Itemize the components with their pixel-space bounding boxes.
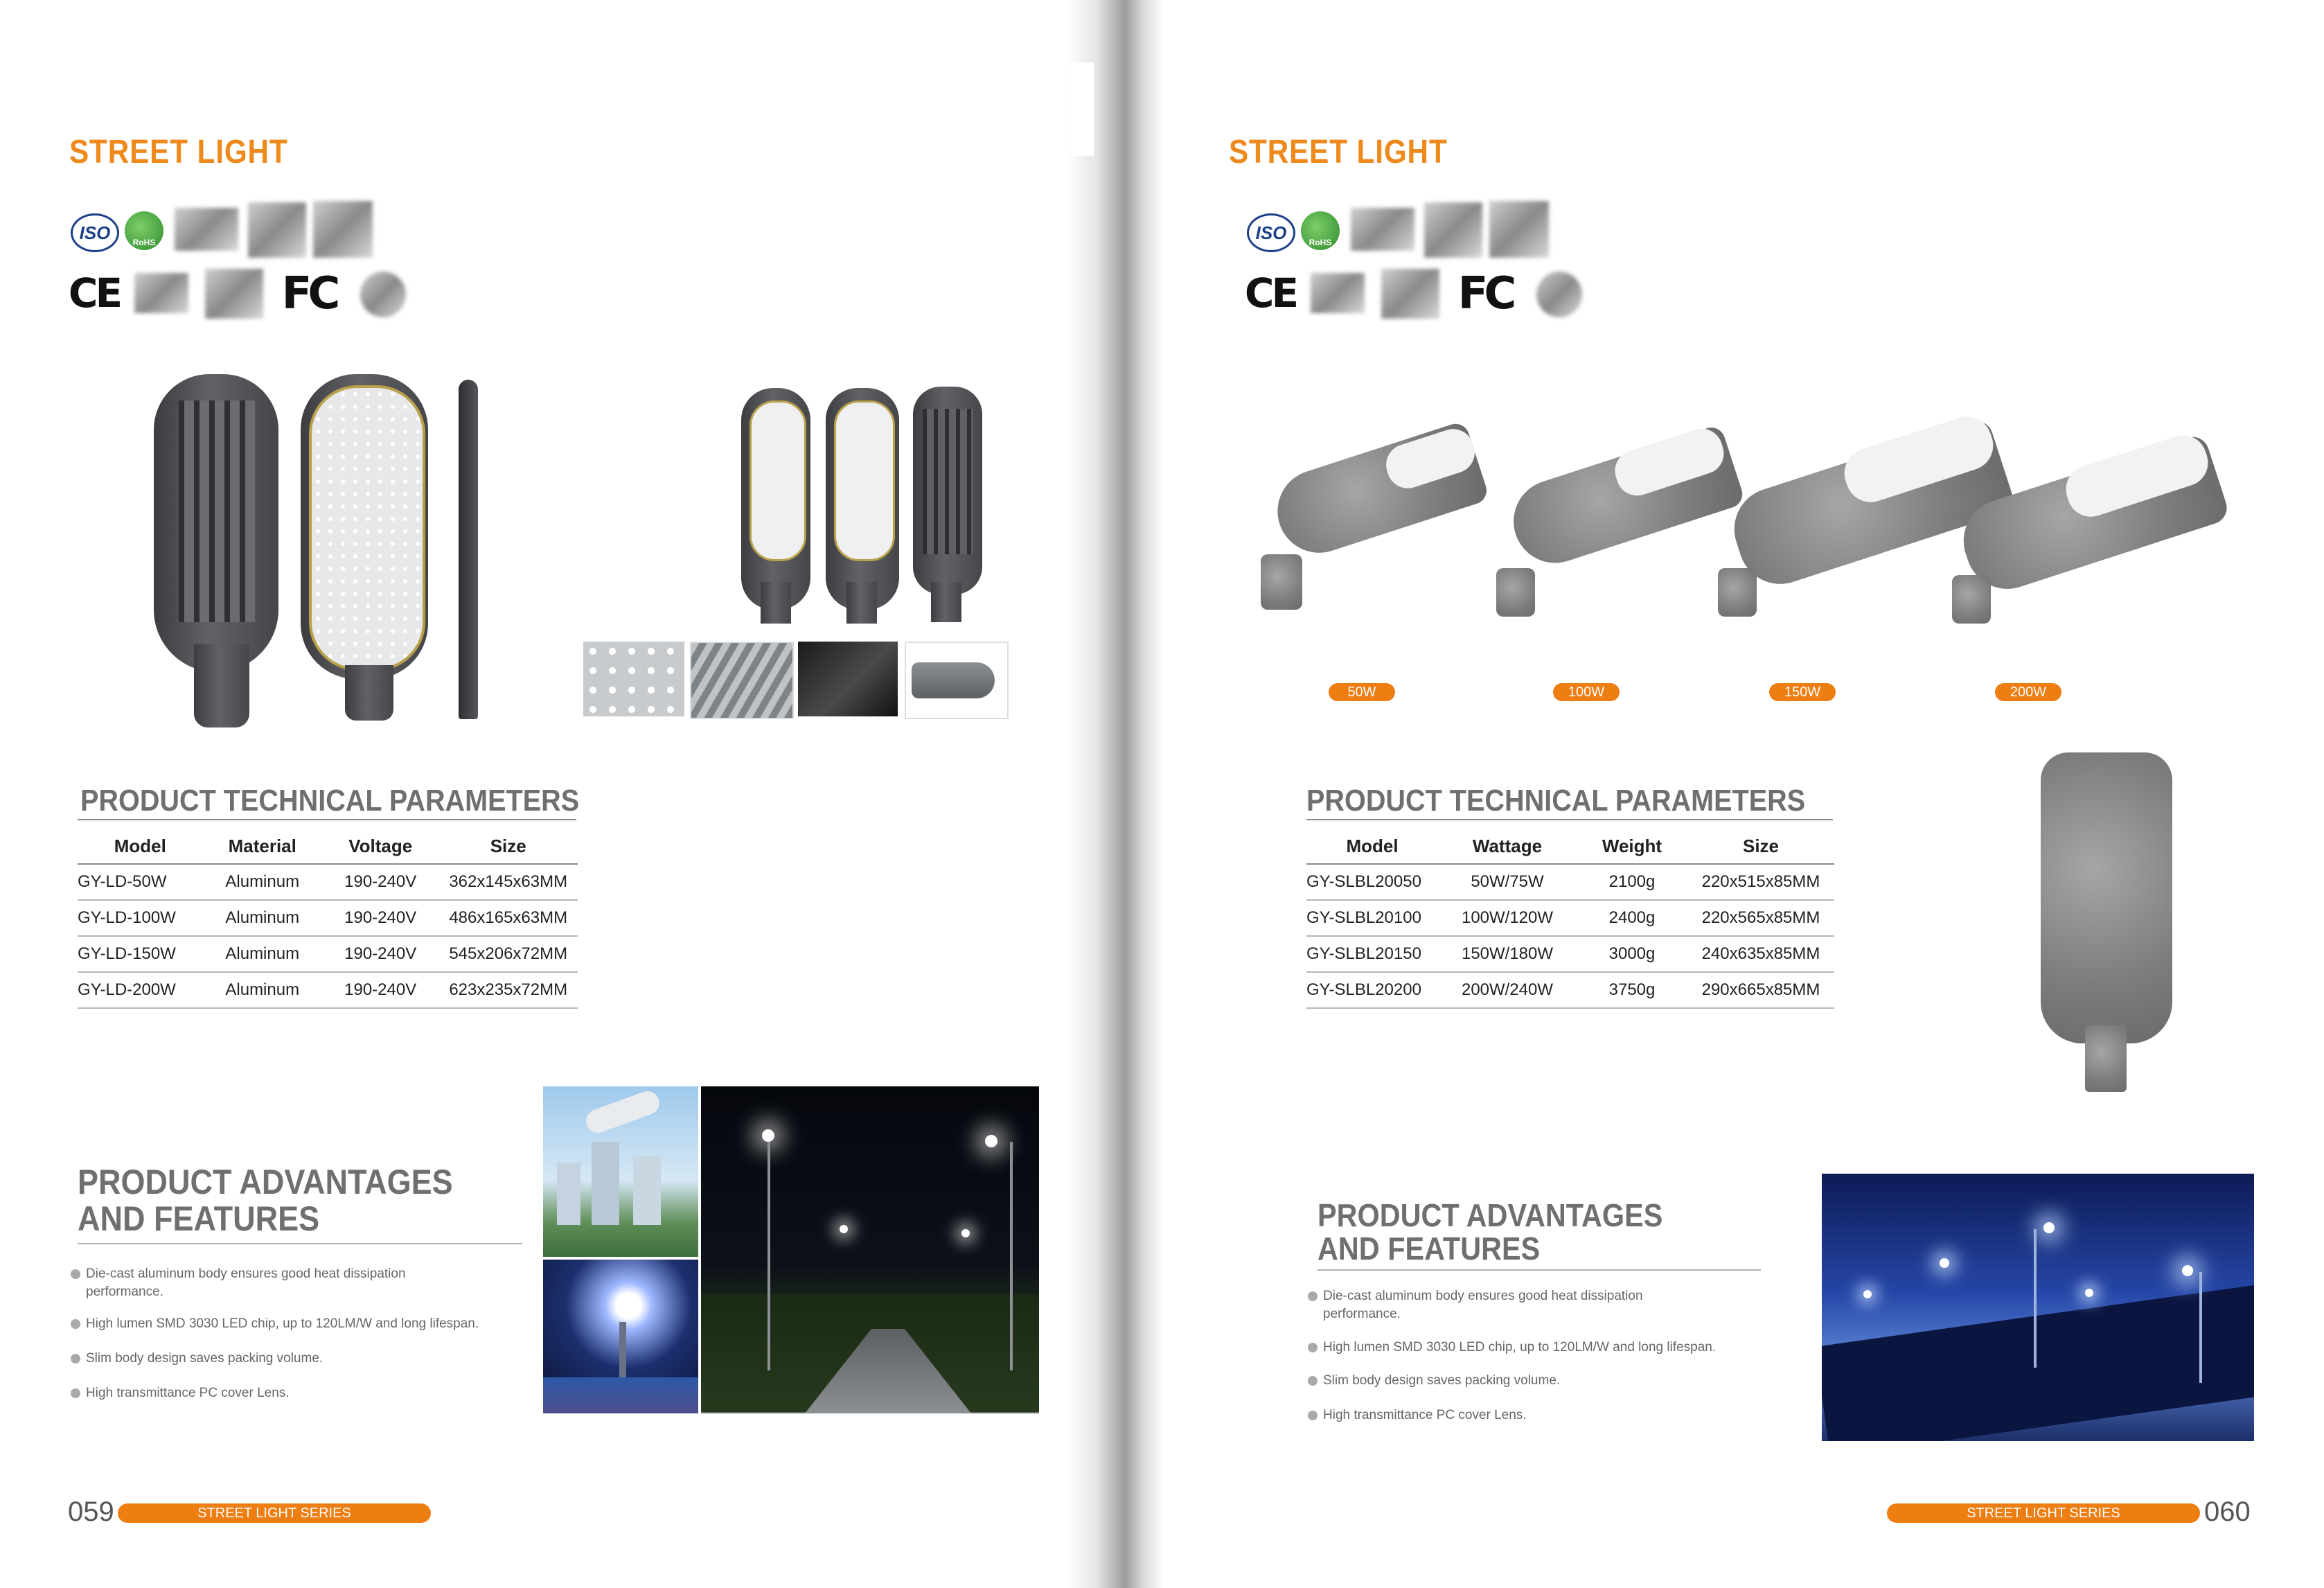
table-cell: 190-240V bbox=[322, 936, 438, 972]
wattage-badge: 100W bbox=[1553, 683, 1620, 701]
iso-cert-icon: ISO bbox=[71, 213, 119, 252]
table-header-cell: Model bbox=[78, 829, 203, 864]
blurred-cert-icon bbox=[1381, 269, 1439, 319]
table-cell: 486x165x63MM bbox=[438, 900, 578, 936]
table-cell: 190-240V bbox=[322, 864, 438, 900]
table-cell: GY-LD-50W bbox=[78, 864, 203, 900]
table-cell: 190-240V bbox=[322, 900, 438, 936]
table-cell: Aluminum bbox=[203, 900, 322, 936]
table-cell: 240x635x85MM bbox=[1687, 936, 1834, 972]
blurred-cert-icon bbox=[1424, 202, 1482, 258]
table-cell: 100W/120W bbox=[1438, 900, 1577, 936]
feature-item bbox=[71, 1265, 459, 1301]
table-cell: Aluminum bbox=[203, 936, 322, 972]
table-row bbox=[1306, 900, 1834, 936]
rohs-cert-icon: RoHS bbox=[1301, 211, 1340, 250]
feature-text: High transmittance PC cover Lens. bbox=[86, 1386, 290, 1400]
feature-text: Die-cast aluminum body ensures good heat dissipation performance. bbox=[1323, 1289, 1643, 1321]
feature-item bbox=[1308, 1339, 1793, 1357]
wattage-badge: 50W bbox=[1329, 683, 1395, 701]
table-row bbox=[1306, 936, 1834, 972]
book-spine bbox=[1067, 0, 1164, 1588]
table-cell: GY-SLBL20100 bbox=[1306, 900, 1438, 936]
table-row bbox=[78, 936, 578, 972]
table-row bbox=[78, 864, 578, 900]
left-page bbox=[0, 0, 1081, 1588]
feature-item bbox=[1308, 1372, 1793, 1390]
blurred-cert-icon bbox=[175, 208, 238, 251]
table-cell: GY-SLBL20200 bbox=[1306, 972, 1438, 1008]
table-cell: 190-240V bbox=[322, 972, 438, 1008]
ce-cert-icon: CE bbox=[1244, 270, 1297, 317]
page-title: STREET LIGHT bbox=[1229, 134, 1448, 170]
footer-series-label: STREET LIGHT SERIES bbox=[118, 1503, 431, 1523]
feature-item bbox=[71, 1315, 556, 1333]
table-cell: 545x206x72MM bbox=[438, 936, 578, 972]
bullet-icon bbox=[1308, 1291, 1318, 1301]
feature-text: High transmittance PC cover Lens. bbox=[1323, 1408, 1527, 1422]
bullet-icon bbox=[1308, 1411, 1318, 1420]
table-header-cell: Size bbox=[1687, 829, 1834, 864]
table-header-cell: Model bbox=[1306, 829, 1438, 864]
table-cell: 3750g bbox=[1577, 972, 1687, 1008]
feature-item bbox=[71, 1384, 556, 1402]
page-number: 059 bbox=[68, 1497, 114, 1527]
table-header-cell: Voltage bbox=[322, 829, 438, 864]
table-row bbox=[78, 900, 578, 936]
table-cell: Aluminum bbox=[203, 864, 322, 900]
bullet-icon bbox=[1308, 1343, 1318, 1352]
params-heading: PRODUCT TECHNICAL PARAMETERS bbox=[1306, 784, 1806, 818]
page-number: 060 bbox=[2204, 1497, 2251, 1527]
table-header-cell: Material bbox=[203, 829, 322, 864]
table-cell: 2100g bbox=[1577, 864, 1687, 900]
advantages-heading-line: PRODUCT ADVANTAGES bbox=[78, 1163, 453, 1201]
feature-text: Slim body design saves packing volume. bbox=[86, 1351, 323, 1366]
iso-cert-icon: ISO bbox=[1247, 213, 1295, 252]
table-cell: 220x515x85MM bbox=[1687, 864, 1834, 900]
advantages-heading-line: PRODUCT ADVANTAGES bbox=[1318, 1197, 1663, 1233]
table-cell: 150W/180W bbox=[1438, 936, 1577, 972]
table-cell: Aluminum bbox=[203, 972, 322, 1008]
feature-item bbox=[71, 1350, 556, 1368]
advantages-heading bbox=[1318, 1199, 1662, 1266]
feature-item bbox=[1308, 1287, 1696, 1323]
street-light-daytime-photo bbox=[543, 1086, 698, 1257]
table-cell: 3000g bbox=[1577, 936, 1687, 972]
blurred-cert-icon bbox=[1489, 201, 1549, 258]
params-table bbox=[78, 829, 578, 1009]
bullet-icon bbox=[71, 1388, 80, 1398]
feature-text: High lumen SMD 3030 LED chip, up to 120LM/W and long lifespan. bbox=[86, 1316, 479, 1331]
ce-cert-icon: CE bbox=[68, 270, 121, 317]
table-row bbox=[1306, 864, 1834, 900]
bullet-icon bbox=[1308, 1376, 1318, 1386]
advantages-heading-line: AND FEATURES bbox=[78, 1199, 320, 1238]
table-cell: GY-LD-100W bbox=[78, 900, 203, 936]
street-lights-blue-night-photo bbox=[1822, 1174, 2254, 1441]
table-cell: 623x235x72MM bbox=[438, 972, 578, 1008]
table-header-cell: Wattage bbox=[1438, 829, 1577, 864]
blurred-cert-icon bbox=[360, 272, 406, 317]
wattage-badge: 150W bbox=[1769, 683, 1836, 701]
blurred-cert-icon bbox=[1311, 273, 1365, 313]
table-cell: 200W/240W bbox=[1438, 972, 1577, 1008]
table-cell: GY-LD-150W bbox=[78, 936, 203, 972]
bullet-icon bbox=[71, 1269, 80, 1279]
feature-text: Slim body design saves packing volume. bbox=[1323, 1373, 1561, 1388]
fcc-cert-icon: FC bbox=[1457, 268, 1513, 319]
params-heading: PRODUCT TECHNICAL PARAMETERS bbox=[80, 784, 580, 818]
table-cell: GY-LD-200W bbox=[78, 972, 203, 1008]
street-light-side-view-image bbox=[459, 380, 478, 719]
street-light-night-closeup-photo bbox=[543, 1260, 698, 1413]
table-header-row bbox=[78, 829, 578, 864]
table-row bbox=[1306, 972, 1834, 1008]
blurred-cert-icon bbox=[313, 201, 373, 258]
blurred-cert-icon bbox=[248, 202, 306, 258]
params-table bbox=[1306, 829, 1834, 1009]
blurred-cert-icon bbox=[205, 269, 263, 319]
street-lights-road-night-photo bbox=[701, 1086, 1039, 1413]
rohs-cert-icon: RoHS bbox=[125, 211, 163, 250]
feature-text: High lumen SMD 3030 LED chip, up to 120LM/W and long lifespan. bbox=[1323, 1340, 1717, 1355]
feature-text: Die-cast aluminum body ensures good heat dissipation performance. bbox=[86, 1267, 406, 1299]
blurred-cert-icon bbox=[1351, 208, 1414, 251]
table-cell: GY-SLBL20050 bbox=[1306, 864, 1438, 900]
table-header-cell: Weight bbox=[1577, 829, 1687, 864]
table-row bbox=[78, 972, 578, 1008]
table-header-row bbox=[1306, 829, 1834, 864]
right-page bbox=[1164, 0, 2324, 1588]
bullet-icon bbox=[71, 1354, 80, 1364]
page-title: STREET LIGHT bbox=[69, 134, 288, 170]
footer-series-label: STREET LIGHT SERIES bbox=[1887, 1503, 2200, 1523]
table-cell: 290x665x85MM bbox=[1687, 972, 1834, 1008]
fcc-cert-icon: FC bbox=[281, 268, 337, 319]
advantages-heading-line: AND FEATURES bbox=[1318, 1230, 1541, 1267]
table-cell: 362x145x63MM bbox=[438, 864, 578, 900]
blurred-cert-icon bbox=[1536, 272, 1582, 317]
advantages-heading bbox=[78, 1164, 453, 1237]
blurred-cert-icon bbox=[134, 273, 188, 313]
feature-item bbox=[1308, 1406, 1793, 1424]
bullet-icon bbox=[71, 1319, 80, 1329]
table-cell: GY-SLBL20150 bbox=[1306, 936, 1438, 972]
table-cell: 50W/75W bbox=[1438, 864, 1577, 900]
wattage-badge: 200W bbox=[1995, 683, 2061, 701]
table-cell: 2400g bbox=[1577, 900, 1687, 936]
table-header-cell: Size bbox=[438, 829, 578, 864]
table-cell: 220x565x85MM bbox=[1687, 900, 1834, 936]
